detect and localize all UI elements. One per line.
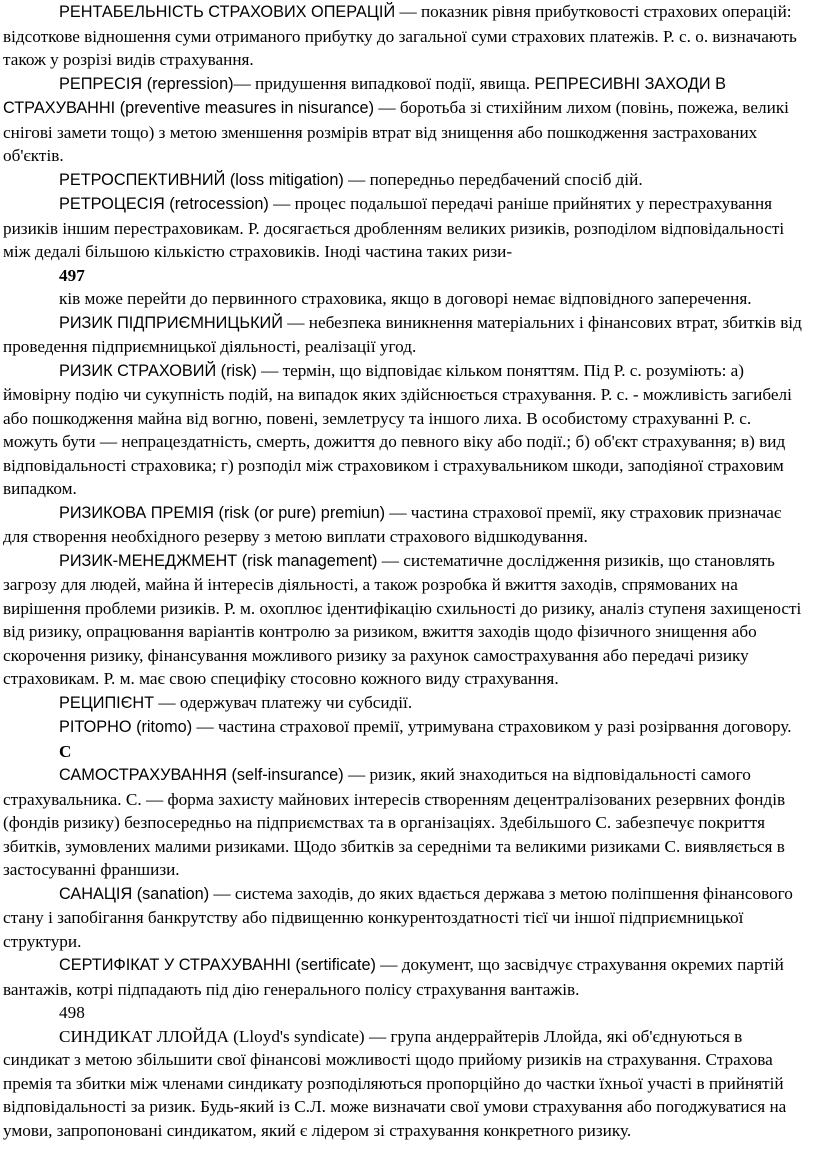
entry-sanatsiia bbox=[3, 882, 806, 954]
entry-term: РІТОРНО (ritomo) bbox=[59, 718, 193, 736]
page-number-498: 498 bbox=[59, 1003, 85, 1022]
entry-definition: — термін, що відповідає кільком поняттям. Під Р. с. розуміють: а) ймовірну подію чи сукупність подій, на випадок яких здійснюється страхування. Р. с. - можливість загибелі або пошкодження майна від вогню, повені, землетрусу та іншого лиха. В особистому страхуванні Р. с. можуть бути — непрацездатність, смерть, дожиття до певного віку або події.; б) об'єкт страхування; в) вид відповідальності страховика; г) розподіл між страховиком і страхувальником шкоди, заподіяної страховим випадком. bbox=[3, 360, 792, 498]
section-letter: С bbox=[59, 741, 72, 761]
entry-definition: — ризик, який знаходиться на відповідальності самого страхувальника. С. — форма захисту майнових інтересів створенням децентралізованих резервних фондів (фондів ризику) безпосередньо на підприємствах та в організаціях. Здебільшого С. забезпечує покриття збитків, зумовлених малими ризиками. Щодо збитків за середніми та великими ризиками С. виявляється в застосуванні франшизи. bbox=[3, 765, 786, 879]
entry-definition: — група андеррайтерів Ллойда, які об'єднуються в синдикат з метою збільшити свої фінансові можливості щодо прийому ризиків на страхування. Страхова премія та збитки між членами синдикату розподіляються пропорційно до частки їхньої участі в прийнятій відповідальності за ризик. Будь-який із С.Л. може визначати свої умови страхування або погоджуватися на умови, запропоновані синдикатом, який є лідером зі страхування конкретного ризику. bbox=[3, 1026, 787, 1140]
entry-retsypiient bbox=[3, 691, 806, 716]
entry-term: РИЗИК-МЕНЕДЖМЕНТ (risk management) bbox=[59, 551, 378, 570]
entry-definition: — придушення випадкової події, явища. bbox=[233, 73, 535, 93]
entry-definition: — показник рівня прибутковості страхових операцій: відсоткове відношення суми отриманого прибутку до загальної суми страхових платежів. Р. с. о. визначають також у розрізі видів страхування. bbox=[3, 2, 797, 69]
entry-definition: — процес подальшої передачі раніше прийнятих у перестрахування ризиків іншим перестраховикам. Р. досягається дробленням великих ризиків, розподілом відповідальності між дедалі більшою кількістю страховиків. Іноді частина таких ризи- bbox=[3, 194, 785, 261]
entry-term: РЕЦИПІЄНТ bbox=[59, 693, 155, 712]
entry-ryzyk-pidpryiemnytskyi bbox=[3, 311, 806, 359]
entry-rentabelnist bbox=[3, 0, 806, 72]
entry-term: РЕТРОЦЕСІЯ (retrocession) bbox=[59, 195, 269, 213]
entry-term: РЕПРЕСІЯ (repression) bbox=[59, 74, 234, 93]
page-number-497: 497 bbox=[59, 265, 85, 285]
continuation-text: ків може перейти до первинного страховика, якщо в договорі немає відповідного заперечення. bbox=[59, 289, 752, 308]
entry-term: РИЗИК СТРАХОВИЙ (risk) bbox=[59, 361, 257, 380]
entry-term: РИЗИК ПІДПРИЄМНИЦЬКИЙ bbox=[59, 313, 283, 332]
entry-ritorno bbox=[3, 715, 806, 740]
entry-sertyfikat bbox=[3, 953, 806, 1001]
entry-definition: — одержувач платежу чи субсидії. bbox=[154, 692, 413, 712]
entry-definition: — систематичне дослідження ризиків, що становлять загрозу для людей, майна й інтересів діяльності, а також розробка й вжиття заходів, спрямованих на вирішення проблеми ризиків. Р. м. охоплює ідентифікацію схильності до ризику, аналіз ступеня захищеності від ризику, опрацювання варіантів контролю за ризиком, вжиття заходів щодо фізичного знищення або скорочення ризику, фінансування можливого ризику за рахунок самострахування або передачі ризику страховикам. Р. м. має свою специфіку стосовно кожного виду страхування. bbox=[3, 550, 802, 688]
entry-term: РЕНТАБЕЛЬНІСТЬ СТРАХОВИХ ОПЕРАЦІЙ bbox=[59, 3, 396, 21]
entry-ryzyk-strakhovyi bbox=[3, 359, 806, 501]
entry-term: САНАЦІЯ (sanation) bbox=[59, 884, 210, 903]
entry-retrospektyvnyi bbox=[3, 168, 806, 193]
entry-definition: — частина страхової премії, яку страховик призначає для створення необхідного резерву з метою виплати страхового відшкодування. bbox=[3, 502, 782, 546]
entry-definition: — частина страхової премії, утримувана страховиком у разі розірвання договору. bbox=[192, 717, 792, 736]
entry-term: САМОСТРАХУВАННЯ (self-insurance) bbox=[59, 766, 344, 784]
entry-definition: — попередньо передбачений спосіб дій. bbox=[343, 169, 643, 189]
entry-ryzykova-premiia bbox=[3, 501, 806, 549]
entry-retrocesiya bbox=[3, 192, 806, 264]
entry-definition: — небезпека виникнення матеріальних і фінансових втрат, збитків від проведення підприємницької діяльності, реалізації угод. bbox=[3, 312, 802, 356]
entry-syndykat-lloida bbox=[3, 1025, 806, 1143]
entry-definition-secondary: — боротьба зі стихійним лихом (повінь, пожежа, великі снігові замети тощо) з метою зменшення розмірів втрат від знищення або пошкодження застрахованих об'єктів. bbox=[3, 98, 789, 165]
entry-ryzyk-menedzhment bbox=[3, 549, 806, 691]
entry-definition: — документ, що засвідчує страхування окремих партій вантажів, котрі підпадають під дію генерального полісу страхування вантажів. bbox=[3, 955, 784, 999]
entry-term-secondary: РЕПРЕСИВНІ ЗАХОДИ В СТРАХУВАННІ (preventive measures in nisurance) bbox=[3, 74, 727, 117]
entry-term: РИЗИКОВА ПРЕМІЯ (risk (or pure) premiun) bbox=[59, 503, 386, 522]
entry-definition: — система заходів, до яких вдається держава з метою поліпшення фінансового стану і запобігання банкрутству або підвищенню конкурентоздатності тієї чи іншої підприємницької структури. bbox=[3, 883, 793, 951]
entry-term: СЕРТИФІКАТ У СТРАХУВАННІ (sertificate) bbox=[59, 956, 376, 974]
entry-term: СИНДИКАТ ЛЛОЙДА (Lloyd's syndicate) bbox=[59, 1026, 365, 1046]
entry-represiya bbox=[3, 72, 806, 168]
entry-samostrakhuvannia bbox=[3, 763, 806, 882]
entry-term: РЕТРОСПЕКТИВНИЙ (loss mitigation) bbox=[59, 170, 344, 189]
